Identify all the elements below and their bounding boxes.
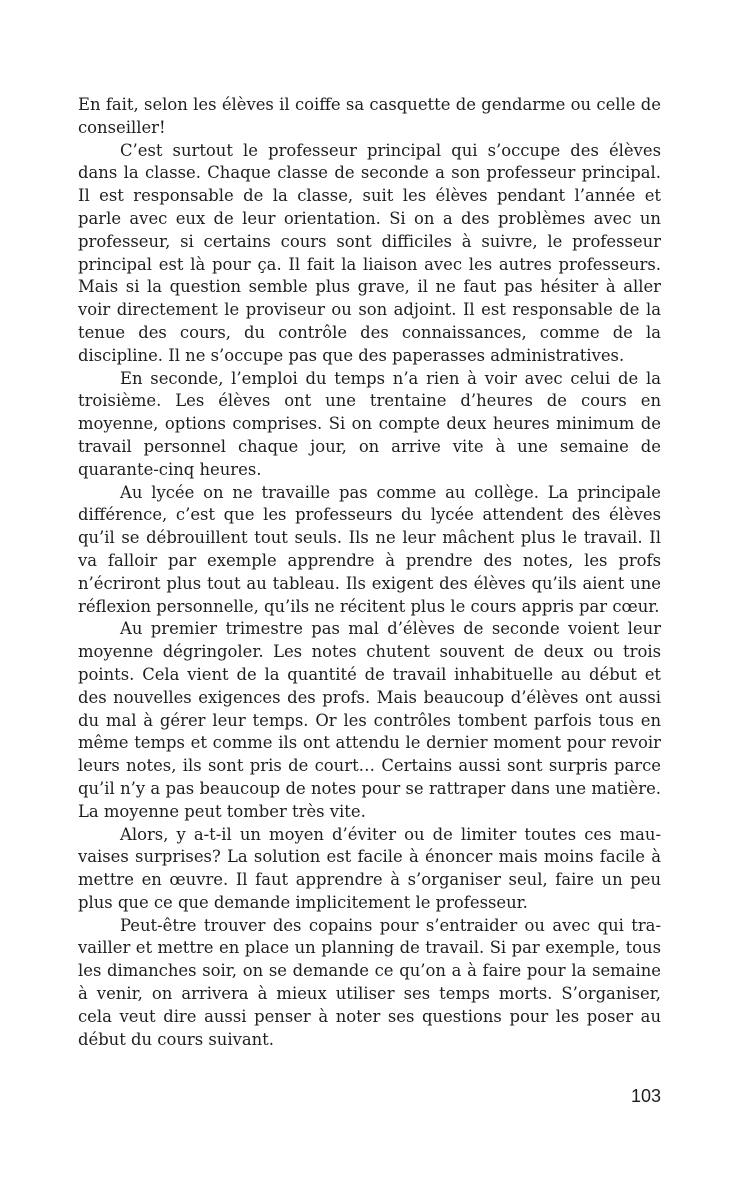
paragraph-1: En fait, selon les élèves il coiffe sa casquette de gendarme ou celle de conseiller! — [78, 95, 661, 137]
paragraph-5: Au premier trimestre pas mal d’élèves de seconde voient leur moyenne dégringoler. Les notes chutent souvent de deux ou trois points. Cela vient de la quantité de travail inhabituelle au début et des nouvelles exigences des profs. Mais beaucoup d’élèves ont aussi du mal à gérer leur temps. Or les contrôles tombent parfois tous en même temps et comme ils ont attendu le dernier moment pour revoir leurs notes, ils sont pris de court… Certains aussi sont surpris parce qu’il n’y a pas beaucoup de notes pour se rattraper dans une matière. La moyenne peut tomber très vite. — [78, 619, 661, 821]
paragraph-6: Alors, y a-t-il un moyen d’éviter ou de limiter toutes ces mauvaises surprises? La solution est facile à énoncer mais moins facile à mettre en œuvre. Il faut apprendre à s’organiser seul, faire un peu plus que ce que demande implicitement le professeur. — [78, 824, 661, 912]
paragraph-3: En seconde, l’emploi du temps n’a rien à voir avec celui de la troisième. Les élèves ont une trentaine d’heures de cours en moyenne, options comprises. Si on compte deux heures minimum de travail personnel chaque jour, on arrive vite à une semaine de quarante-cinq heures. — [78, 368, 661, 479]
page-number: 103 — [630, 1086, 661, 1106]
body-text — [78, 94, 661, 1051]
paragraph-7: Peut-être trouver des copains pour s’entraider ou avec qui travailler et mettre en place un planning de travail. Si par exemple, tous les dimanches soir, on se demande ce qu’on a à faire pour la semaine à venir, on arrivera à mieux utiliser ses temps morts. S’organiser, cela veut dire aussi penser à noter ses questions pour les poser au début du cours suivant. — [78, 915, 661, 1049]
paragraph-4: Au lycée on ne travaille pas comme au collège. La principale différence, c’est que les professeurs du lycée attendent des élèves qu’il se débrouillent tout seuls. Ils ne leur mâchent plus le travail. Il va falloir par exemple apprendre à prendre des notes, les profs n’écriront plus tout au tableau. Ils exigent des élèves qu’ils aient une réflexion personnelle, qu’ils ne récitent plus le cours appris par cœur. — [78, 482, 661, 616]
paragraph-2: C’est surtout le professeur principal qui s’occupe des élèves dans la classe. Chaque classe de seconde a son professeur principal. Il est responsable de la classe, suit les élèves pendant l’année et parle avec eux de leur orientation. Si on a des problèmes avec un professeur, si certains cours sont difficiles à suivre, le professeur principal est là pour ça. Il fait la liaison avec les autres professeurs. Mais si la question semble plus grave, il ne faut pas hésiter à aller voir directement le proviseur ou son adjoint. Il est responsable de la tenue des cours, du contrôle des connaissances, comme de la discipline. Il ne s’occupe pas que des paperasses administratives. — [78, 140, 661, 365]
